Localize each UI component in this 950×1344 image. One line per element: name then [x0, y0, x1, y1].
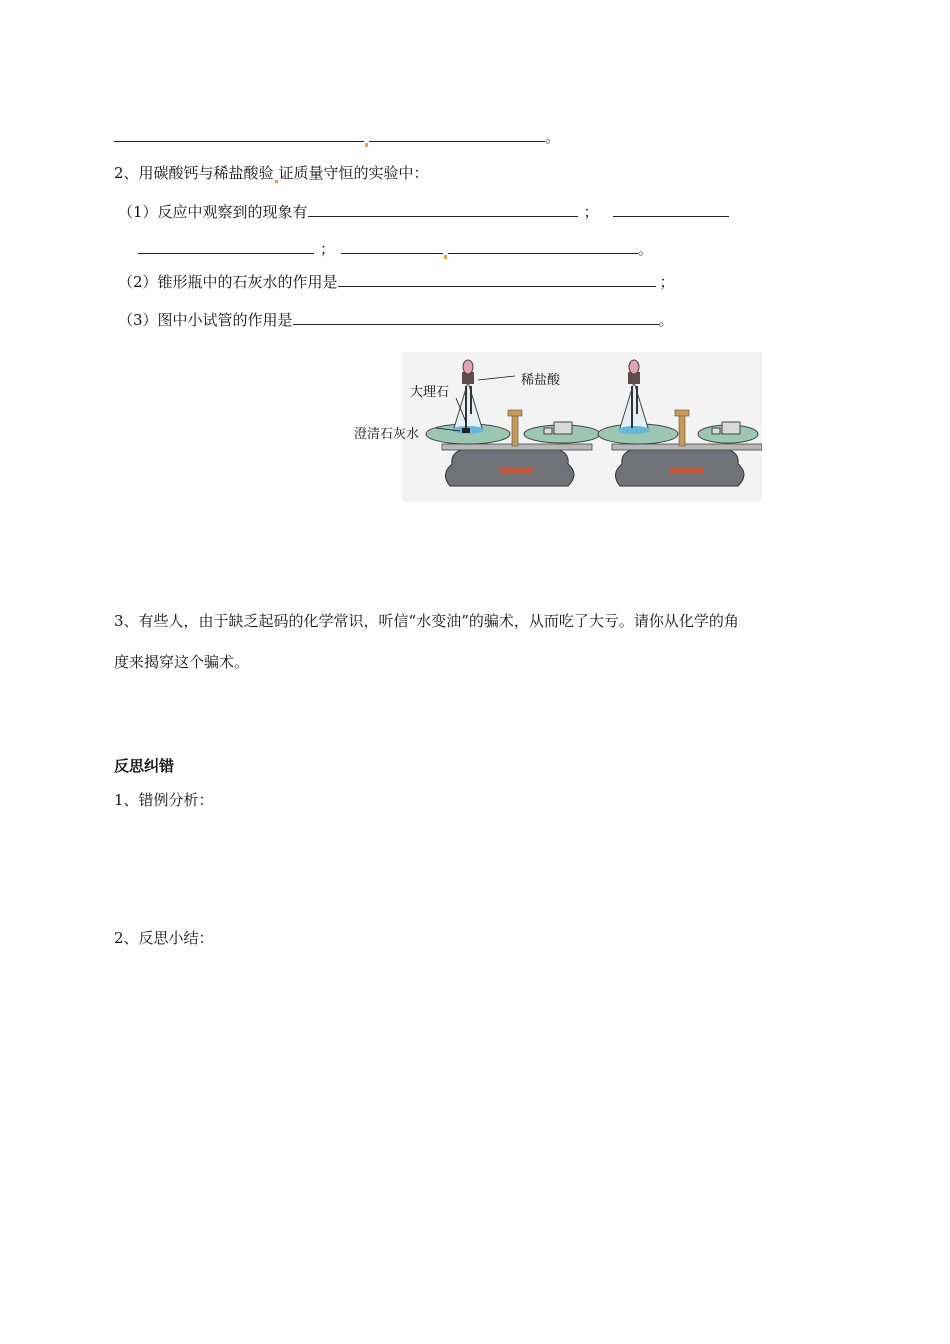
highlight-mark [444, 255, 447, 259]
period-mark: 。 [545, 128, 561, 146]
q2-title: 2、用碳酸钙与稀盐酸验 证质量守恒的实验中： [114, 164, 429, 182]
section-heading: 反思纠错 [114, 757, 175, 775]
answer-blank[interactable] [613, 201, 729, 217]
answer-blank[interactable] [338, 271, 656, 287]
answer-blank[interactable] [369, 126, 545, 142]
q2-part1: （1）反应中观察到的现象有 ； [118, 201, 729, 222]
answer-blank[interactable] [138, 238, 314, 254]
q1-answer-line [114, 126, 560, 147]
q3-line2: 度来揭穿这个骗术。 [114, 653, 250, 671]
answer-blank[interactable] [114, 126, 364, 142]
answer-blank[interactable] [448, 238, 638, 254]
answer-blank[interactable] [293, 309, 659, 325]
label-limewater: 澄清石灰水 [354, 427, 420, 442]
q2-part1-cont: ； 。 [138, 238, 653, 259]
highlight-mark [365, 143, 368, 147]
balance-experiment-figure [350, 352, 762, 502]
reflection-item-error-analysis: 1、错例分析： [114, 791, 214, 809]
q2-part3: （3）图中小试管的作用是 。 [118, 311, 674, 329]
label-hydrochloric-acid: 稀盐酸 [521, 373, 561, 388]
highlight-mark [275, 180, 278, 183]
answer-blank[interactable] [341, 238, 443, 254]
label-marble: 大理石 [410, 385, 450, 400]
q3-line1: 3、有些人，由于缺乏起码的化学常识，听信“水变油”的骗术，从而吃了大亏。请你从化学的角 [114, 612, 739, 630]
q2-part2: （2）锥形瓶中的石灰水的作用是 ； [118, 273, 675, 291]
answer-blank[interactable] [308, 201, 578, 217]
reflection-item-summary: 2、反思小结： [114, 929, 214, 947]
